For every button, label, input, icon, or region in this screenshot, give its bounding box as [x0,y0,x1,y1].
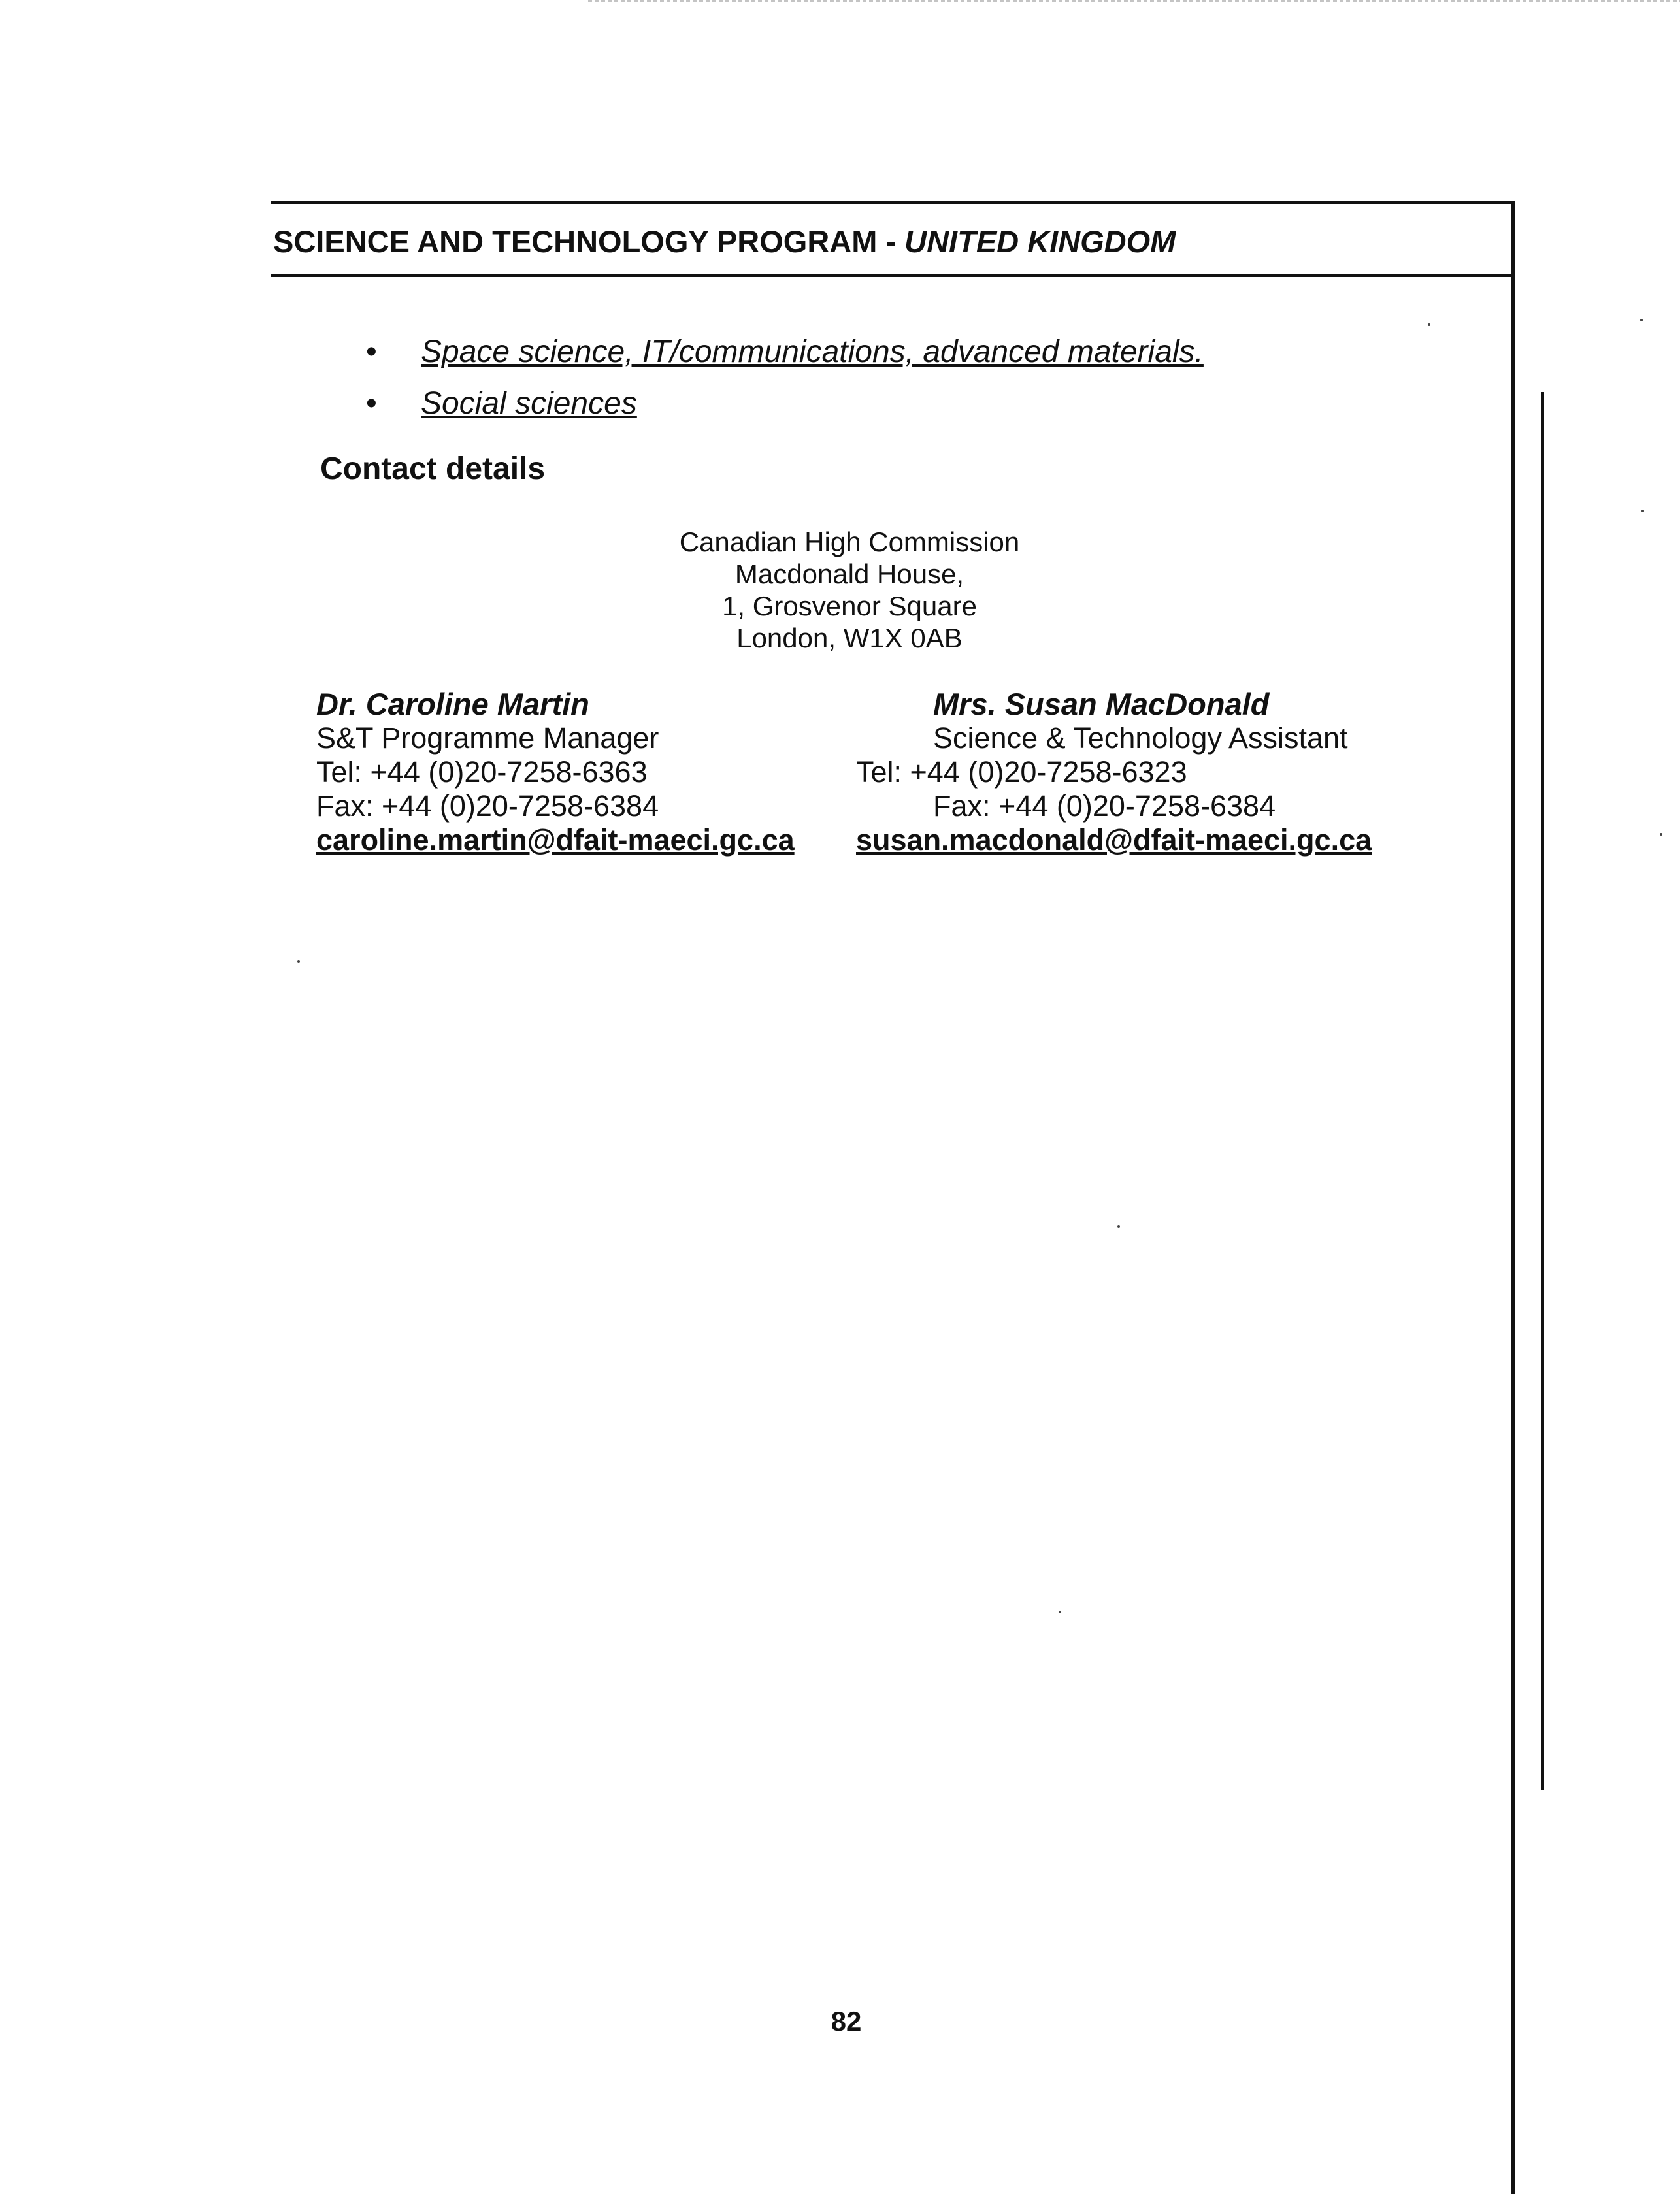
scan-speck [1660,833,1662,836]
scan-speck [1640,319,1643,321]
contact-tel: Tel: +44 (0)20-7258-6363 [316,755,648,789]
header-title: SCIENCE AND TECHNOLOGY PROGRAM - [273,224,905,259]
bullet-icon: • [366,335,377,369]
address-line: 1, Grosvenor Square [722,591,977,621]
scan-speck [297,960,300,963]
list-item-label: Social sciences [421,386,637,421]
topic-list [366,331,1204,434]
contact-name: Mrs. Susan MacDonald [933,687,1270,721]
contact-email-link[interactable]: susan.macdonald@dfait-maeci.gc.ca [856,823,1372,857]
header-country: UNITED KINGDOM [904,224,1176,259]
scan-speck [1641,510,1644,512]
contact-card-martin [316,687,795,857]
contact-details-heading: Contact details [320,451,546,486]
contact-name: Dr. Caroline Martin [316,687,589,721]
section-header [273,223,1176,259]
address-line: Macdonald House, [734,559,964,589]
address-line: London, W1X 0AB [736,623,963,653]
contact-fax: Fax: +44 (0)20-7258-6384 [933,789,1276,823]
contact-email-link[interactable]: caroline.martin@dfait-maeci.gc.ca [316,823,795,857]
list-item-label: Space science, IT/communications, advanced materials. [421,335,1204,369]
margin-bar [1541,392,1544,1790]
address-line: Canadian High Commission [679,527,1020,557]
contact-tel: Tel: +44 (0)20-7258-6323 [856,755,1187,789]
list-item[interactable] [366,382,1204,434]
contact-fax: Fax: +44 (0)20-7258-6384 [316,789,659,823]
list-item[interactable] [366,331,1204,382]
address-block [588,526,1111,654]
contact-role: S&T Programme Manager [316,721,659,755]
header-bottom-rule [271,274,1515,277]
contact-role: Science & Technology Assistant [933,721,1348,755]
scan-top-edge [588,0,1680,2]
scan-speck [1428,323,1430,326]
scan-speck [1117,1225,1120,1228]
page-number: 82 [831,2006,862,2037]
bullet-icon: • [366,386,377,421]
frame-top-rule [271,201,1515,204]
frame-right-rule [1511,201,1515,2194]
contact-card-macdonald [856,687,1372,857]
scan-speck [1059,1611,1061,1613]
